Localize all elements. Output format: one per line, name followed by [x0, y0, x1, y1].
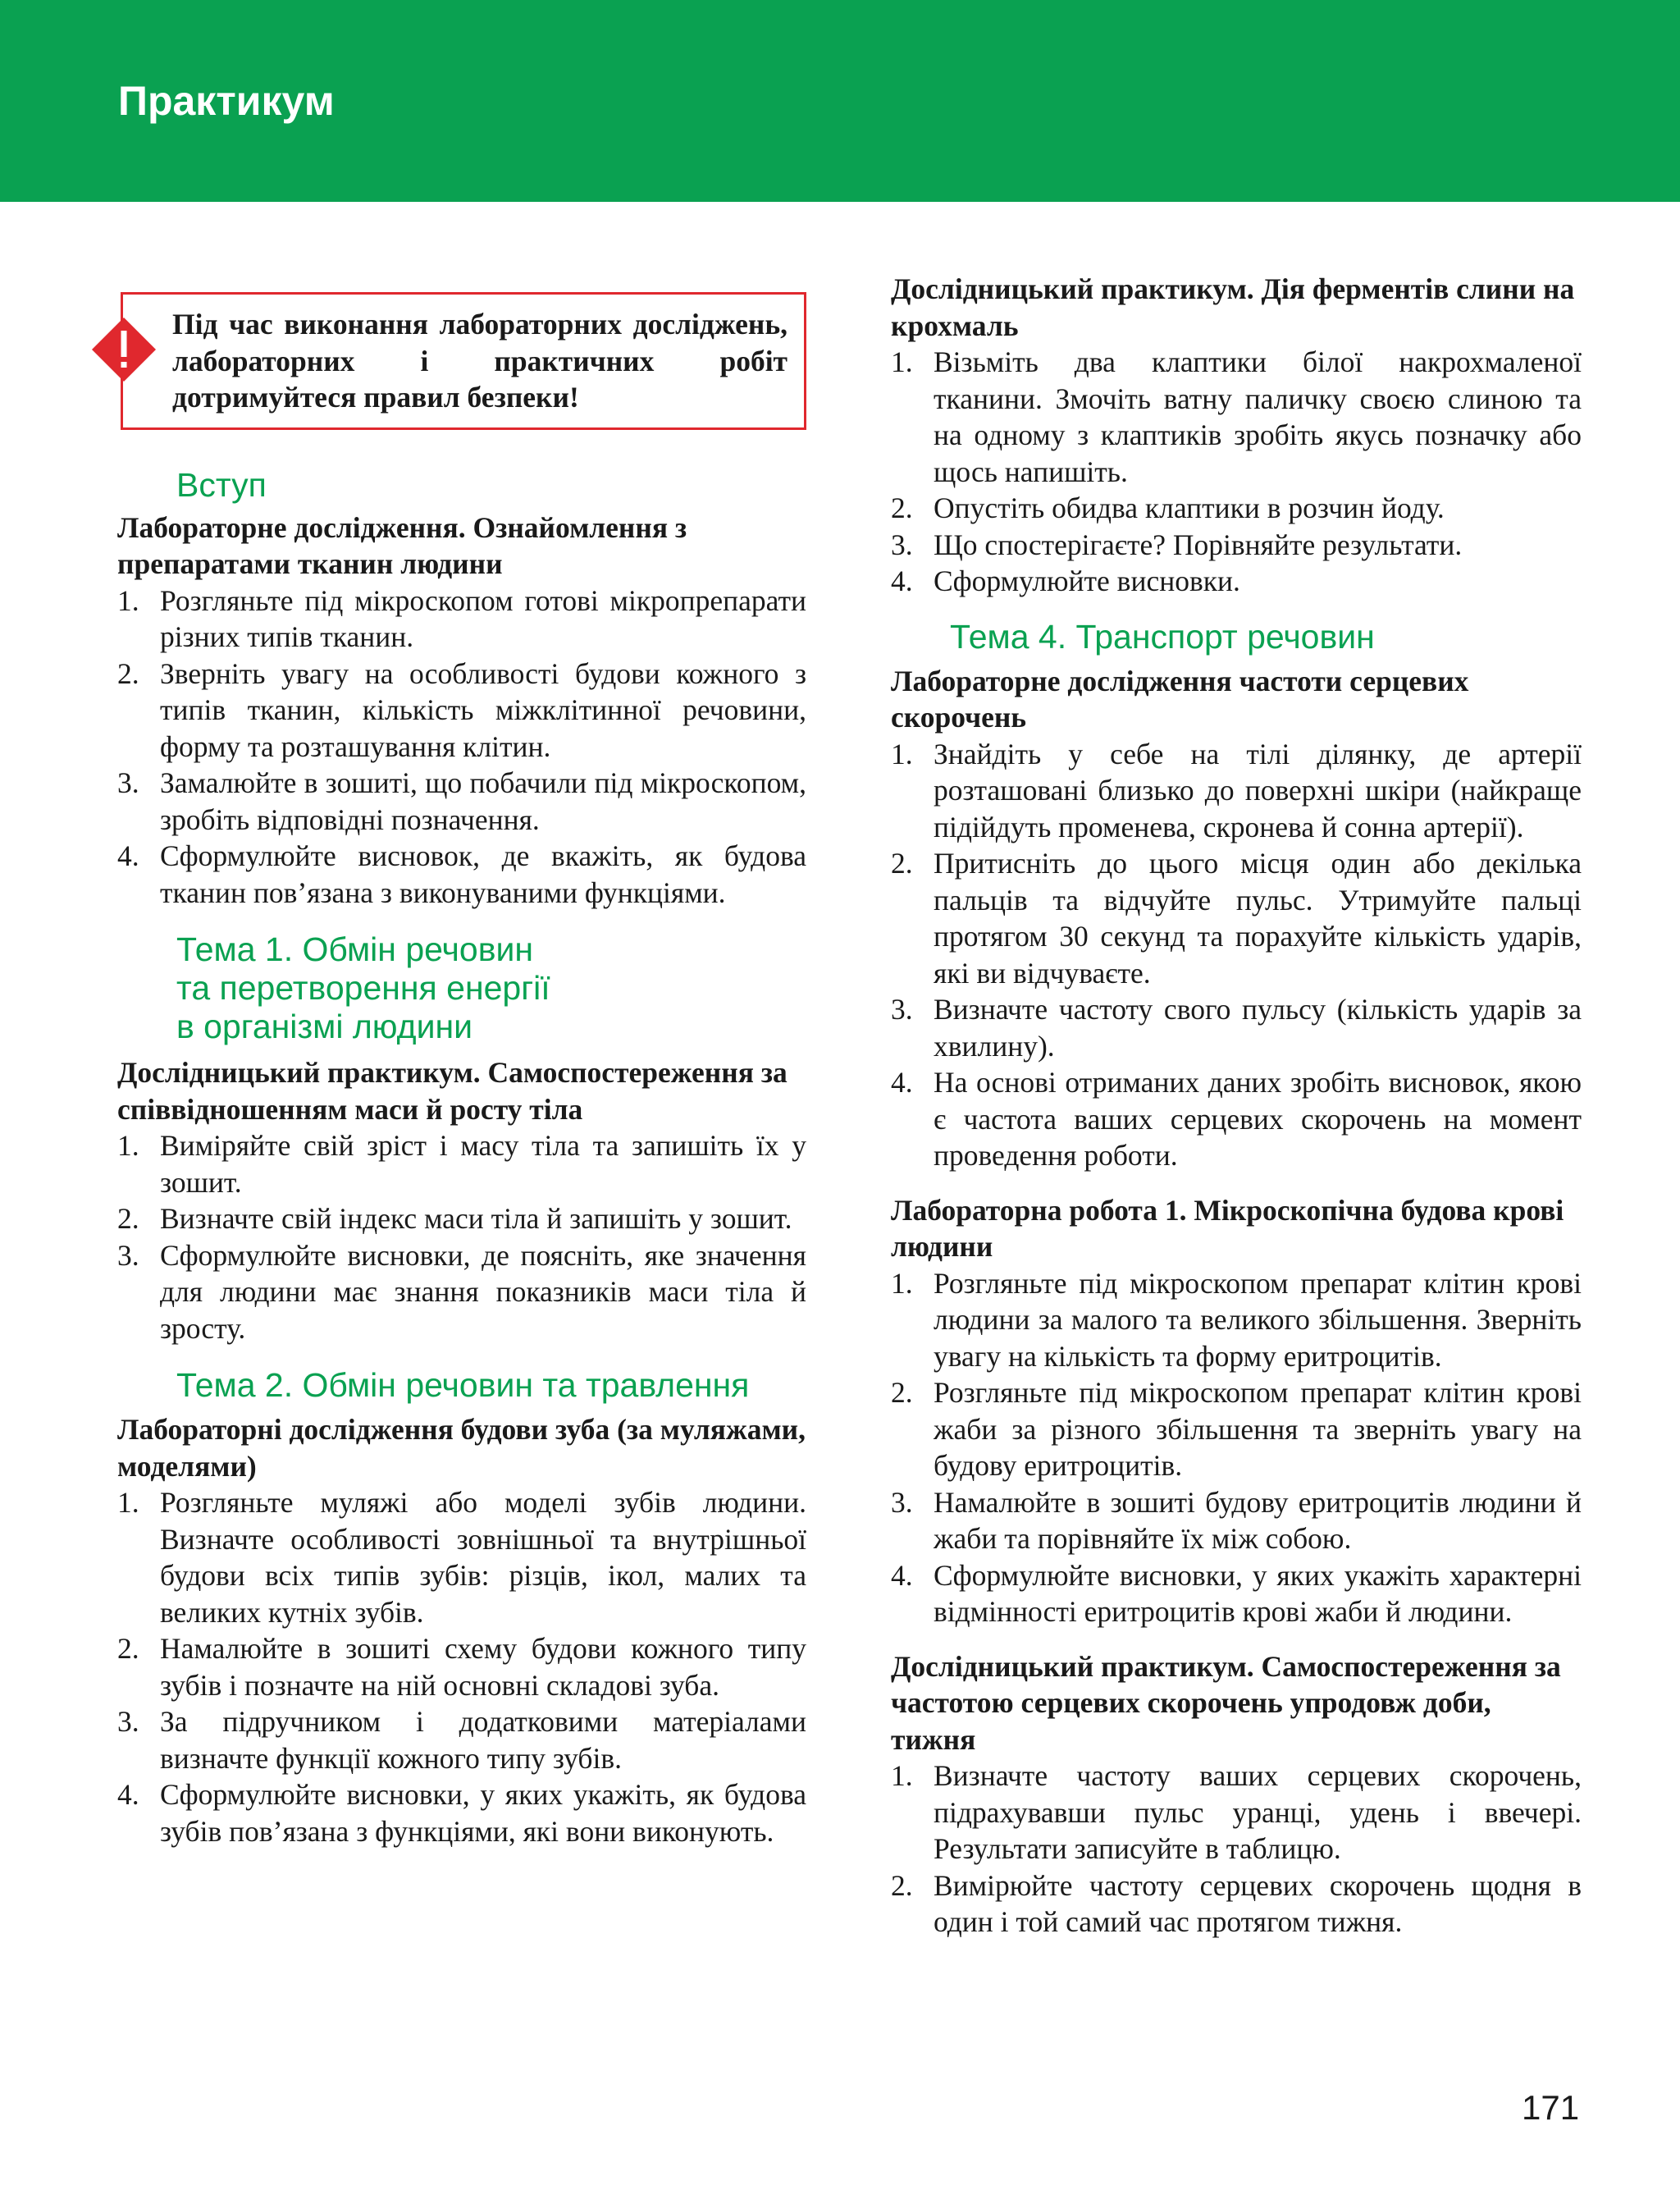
list-item: 1. Розгляньте муляжі або моделі зубів людини. Визначте особливості зовнішньої та внутрішньої будови всіх типів зубів: різців, ікол, малих та великих кутніх зубів. [117, 1486, 806, 1629]
safety-warning-box [121, 292, 806, 430]
list-item: 4. Сформулюйте висновки, у яких укажіть характерні відмінності еритроцитів крові жаби й людини. [891, 1558, 1582, 1628]
section-heart-rate [891, 1648, 1582, 1940]
steps-list [117, 1484, 806, 1849]
list-item: 3. Визначте частоту свого пульсу (кількість ударів за хвилину). [891, 993, 1582, 1063]
steps-list [891, 1758, 1582, 1940]
section-topic-1 [117, 1054, 806, 1346]
list-item: 1. Знайдіть у себе на тілі ділянку, де артерії розташовані близько до поверхні шкіри (найкраще підійдуть променева, скронева й сонна артерії). [891, 737, 1582, 843]
list-item: 1. Виміряйте свій зріст і масу тіла та запишіть їх у зошит. [117, 1129, 806, 1199]
section-title: Дослідницький практикум. Самоспостереження за частотою серцевих скорочень упродовж доби, тижня [891, 1649, 1561, 1756]
list-item: 1. Розгляньте під мікроскопом готові мікропрепарати різних типів тканин. [117, 583, 806, 653]
section-heading-topic-4: Тема 4. Транспорт речовин [950, 617, 1375, 656]
page-number: 171 [1522, 2088, 1580, 2127]
list-item: 3. Намалюйте в зошиті будову еритроцитів людини й жаби та порівняйте їх між собою. [891, 1485, 1582, 1555]
section-title: Лабораторні дослідження будови зуба (за муляжами, моделями) [117, 1413, 806, 1483]
list-item: 1. Розгляньте під мікроскопом препарат клітин крові людини за малого та великого збільшення. Зверніть увагу на кількість та форму еритроцитів. [891, 1266, 1582, 1373]
left-column [117, 292, 806, 1849]
section-title: Лабораторна робота 1. Мікроскопічна будова крові людини [891, 1193, 1564, 1263]
list-item: 4. Сформулюйте висновки. [891, 565, 1240, 597]
exclamation-diamond-icon [90, 316, 158, 383]
list-item: 2. Визначте свій індекс маси тіла й запишіть у зошит. [117, 1202, 792, 1235]
safety-warning-text: Під час виконання лабораторних досліджень, лабораторних і практичних робіт дотримуйтеся правил безпеки! [172, 308, 788, 414]
list-item: 2. Зверніть увагу на особливості будови кожного з типів тканин, кількість міжклітинної речовини, форму та розташування клітин. [117, 656, 806, 763]
steps-list [891, 736, 1582, 1174]
steps-list [117, 1127, 806, 1346]
section-title: Дослідницький практикум. Самоспостереження за співвідношенням маси й росту тіла [117, 1056, 788, 1126]
list-item: 4. Сформулюйте висновок, де вкажіть, як будова тканин пов’язана з виконуваними функціями. [117, 839, 806, 909]
section-intro [117, 510, 806, 912]
right-column [891, 271, 1582, 1940]
list-item: 3. Що спостерігаєте? Порівняйте результати. [891, 528, 1463, 561]
list-item: 2. Розгляньте під мікроскопом препарат клітин крові жаби за різного збільшення та зверніть увагу на будову еритроцитів. [891, 1376, 1582, 1482]
steps-list [117, 583, 806, 912]
list-item: 2. Вимірюйте частоту серцевих скорочень щодня в один і той самий час протягом тижня. [891, 1868, 1582, 1938]
list-item: 1. Визначте частоту ваших серцевих скорочень, підрахувавши пульс уранці, удень і ввечері. Результати записуйте в таблицю. [891, 1759, 1582, 1865]
section-enzymes [891, 271, 1582, 600]
page-header [0, 0, 1680, 202]
list-item: 4. На основі отриманих даних зробіть висновок, якою є частота ваших серцевих скорочень на момент проведення роботи. [891, 1066, 1582, 1172]
list-item: 3. Сформулюйте висновки, де поясніть, яке значення для людини має знання показників маси тіла й зросту. [117, 1238, 806, 1345]
steps-list [891, 344, 1582, 600]
list-item: 2. Притисніть до цього місця один або декілька пальців та відчуйте пульс. Утримуйте пальці протягом 30 секунд та порахуйте кількість ударів, які ви відчуваєте. [891, 847, 1582, 990]
page-title: Практикум [118, 78, 335, 124]
section-heading-topic-2: Тема 2. Обмін речовин та травлення [176, 1366, 750, 1404]
section-lab-work-1 [891, 1192, 1582, 1630]
section-heading-topic-1: Тема 1. Обмін речовин та перетворення енергії в організмі людини [176, 930, 550, 1045]
section-title: Лабораторне дослідження. Ознайомлення з препаратами тканин людини [117, 510, 687, 580]
section-topic-2 [117, 1411, 806, 1849]
section-heading-intro: Вступ [176, 465, 267, 504]
section-topic-4 [891, 663, 1582, 1174]
section-title: Дослідницький практикум. Дія ферментів слини на крохмаль [891, 272, 1575, 342]
steps-list [891, 1265, 1582, 1630]
list-item: 2. Опустіть обидва клаптики в розчин йоду. [891, 491, 1445, 524]
section-title: Лабораторне дослідження частоти серцевих скорочень [891, 664, 1469, 734]
list-item: 2. Намалюйте в зошиті схему будови кожного типу зубів і позначте на ній основні складові зуба. [117, 1632, 806, 1702]
list-item: 3. Замалюйте в зошиті, що побачили під мікроскопом, зробіть відповідні позначення. [117, 766, 806, 836]
list-item: 4. Сформулюйте висновки, у яких укажіть, як будова зубів пов’язана з функціями, які вони виконують. [117, 1778, 806, 1848]
list-item: 1. Візьміть два клаптики білої накрохмаленої тканини. Змочіть ватну паличку своєю слиною та на одному з клаптиків зробіть якусь позначку або щось напишіть. [891, 345, 1582, 488]
list-item: 3. За підручником і додатковими матеріалами визначте функції кожного типу зубів. [117, 1705, 806, 1775]
